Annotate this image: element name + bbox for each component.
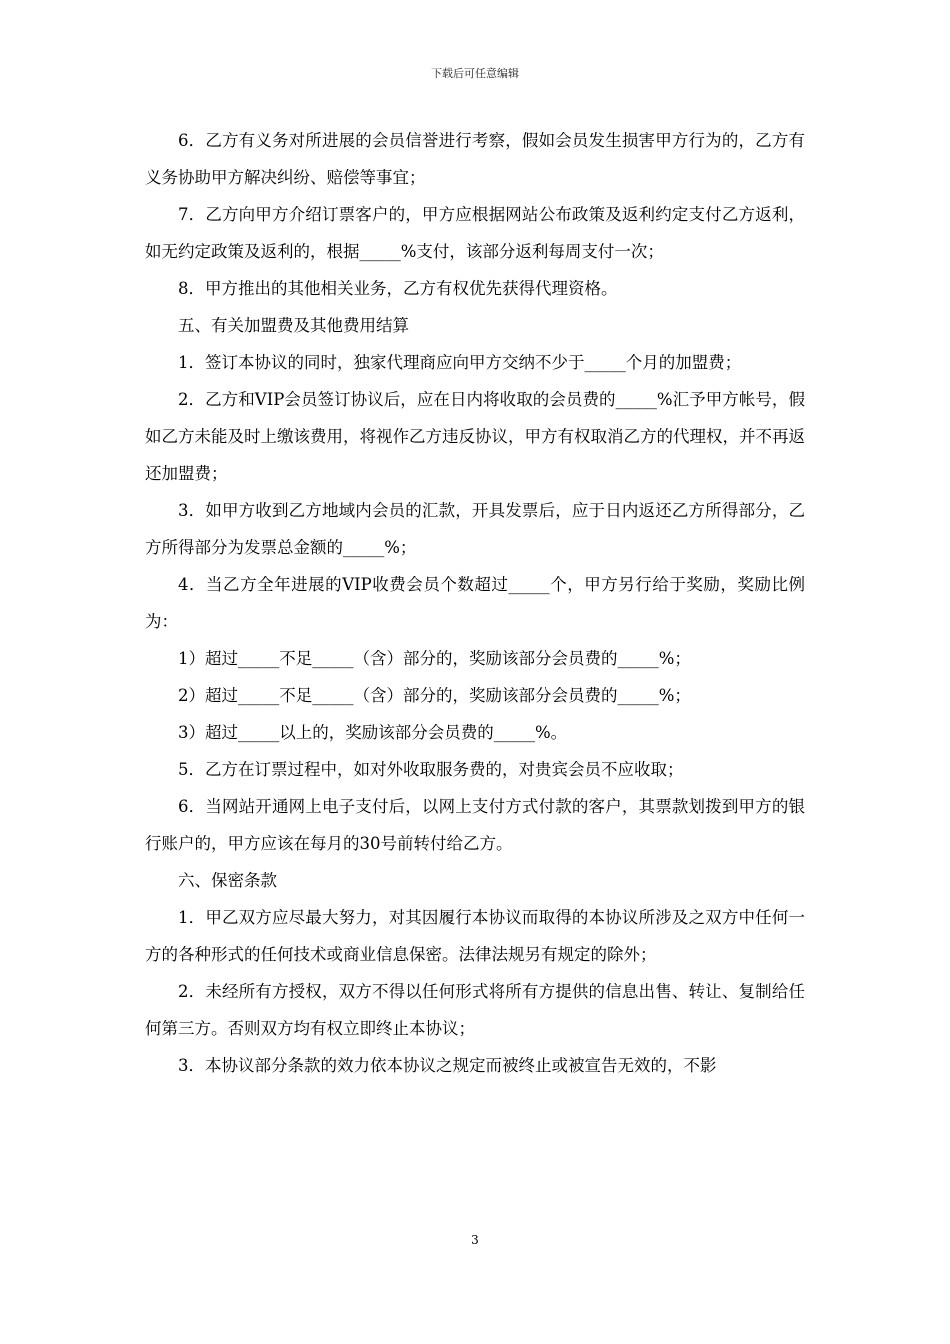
paragraph: 3．如甲方收到乙方地域内会员的汇款，开具发票后，应于日内返还乙方所得部分，乙方所得部分为发票总金额的_____%；	[145, 501, 805, 557]
paragraph: 5．乙方在订票过程中，如对外收取服务费的，对贵宾会员不应收取；	[178, 760, 684, 779]
paragraph: 7．乙方向甲方介绍订票客户的，甲方应根据网站公布政策及返利约定支付乙方返利，如无约定政策及返利的，根据_____%支付，该部分返利每周支付一次；	[145, 205, 805, 261]
paragraph: 8．甲方推出的其他相关业务，乙方有权优先获得代理资格。	[178, 279, 618, 298]
paragraph: 2．未经所有方授权，双方不得以任何形式将所有方提供的信息出售、转让、复制给任何第三方。否则双方均有权立即终止本协议；	[145, 982, 805, 1038]
section-heading: 六、保密条款	[178, 871, 277, 890]
section-heading: 五、有关加盟费及其他费用结算	[178, 316, 409, 335]
paragraph: 1．签订本协议的同时，独家代理商应向甲方交纳不少于_____个月的加盟费；	[178, 353, 742, 372]
document-body	[145, 122, 805, 1084]
page-number: 3	[471, 1233, 479, 1247]
list-item: 1）超过_____不足_____（含）部分的，奖励该部分会员费的_____%；	[178, 649, 691, 668]
list-item: 3）超过_____以上的，奖励该部分会员费的_____%。	[178, 723, 568, 742]
paragraph: 4．当乙方全年进展的VIP收费会员个数超过_____个，甲方另行给于奖励，奖励比例为：	[145, 575, 805, 631]
page-header: 下载后可任意编辑	[431, 67, 519, 80]
paragraph: 3．本协议部分条款的效力依本协议之规定而被终止或被宣告无效的，不影	[178, 1056, 717, 1075]
paragraph: 6．当网站开通网上电子支付后，以网上支付方式付款的客户，其票款划拨到甲方的银行账户的，甲方应该在每月的30号前转付给乙方。	[145, 797, 805, 853]
paragraph: 1．甲乙双方应尽最大努力，对其因履行本协议而取得的本协议所涉及之双方中任何一方的各种形式的任何技术或商业信息保密。法律法规另有规定的除外；	[145, 908, 805, 964]
paragraph: 2．乙方和VIP会员签订协议后，应在日内将收取的会员费的_____%汇予甲方帐号，假如乙方未能及时上缴该费用，将视作乙方违反协议，甲方有权取消乙方的代理权，并不再返还加盟费；	[145, 390, 805, 483]
list-item: 2）超过_____不足_____（含）部分的，奖励该部分会员费的_____%；	[178, 686, 691, 705]
paragraph: 6．乙方有义务对所进展的会员信誉进行考察，假如会员发生损害甲方行为的，乙方有义务协助甲方解决纠纷、赔偿等事宜；	[145, 131, 805, 187]
